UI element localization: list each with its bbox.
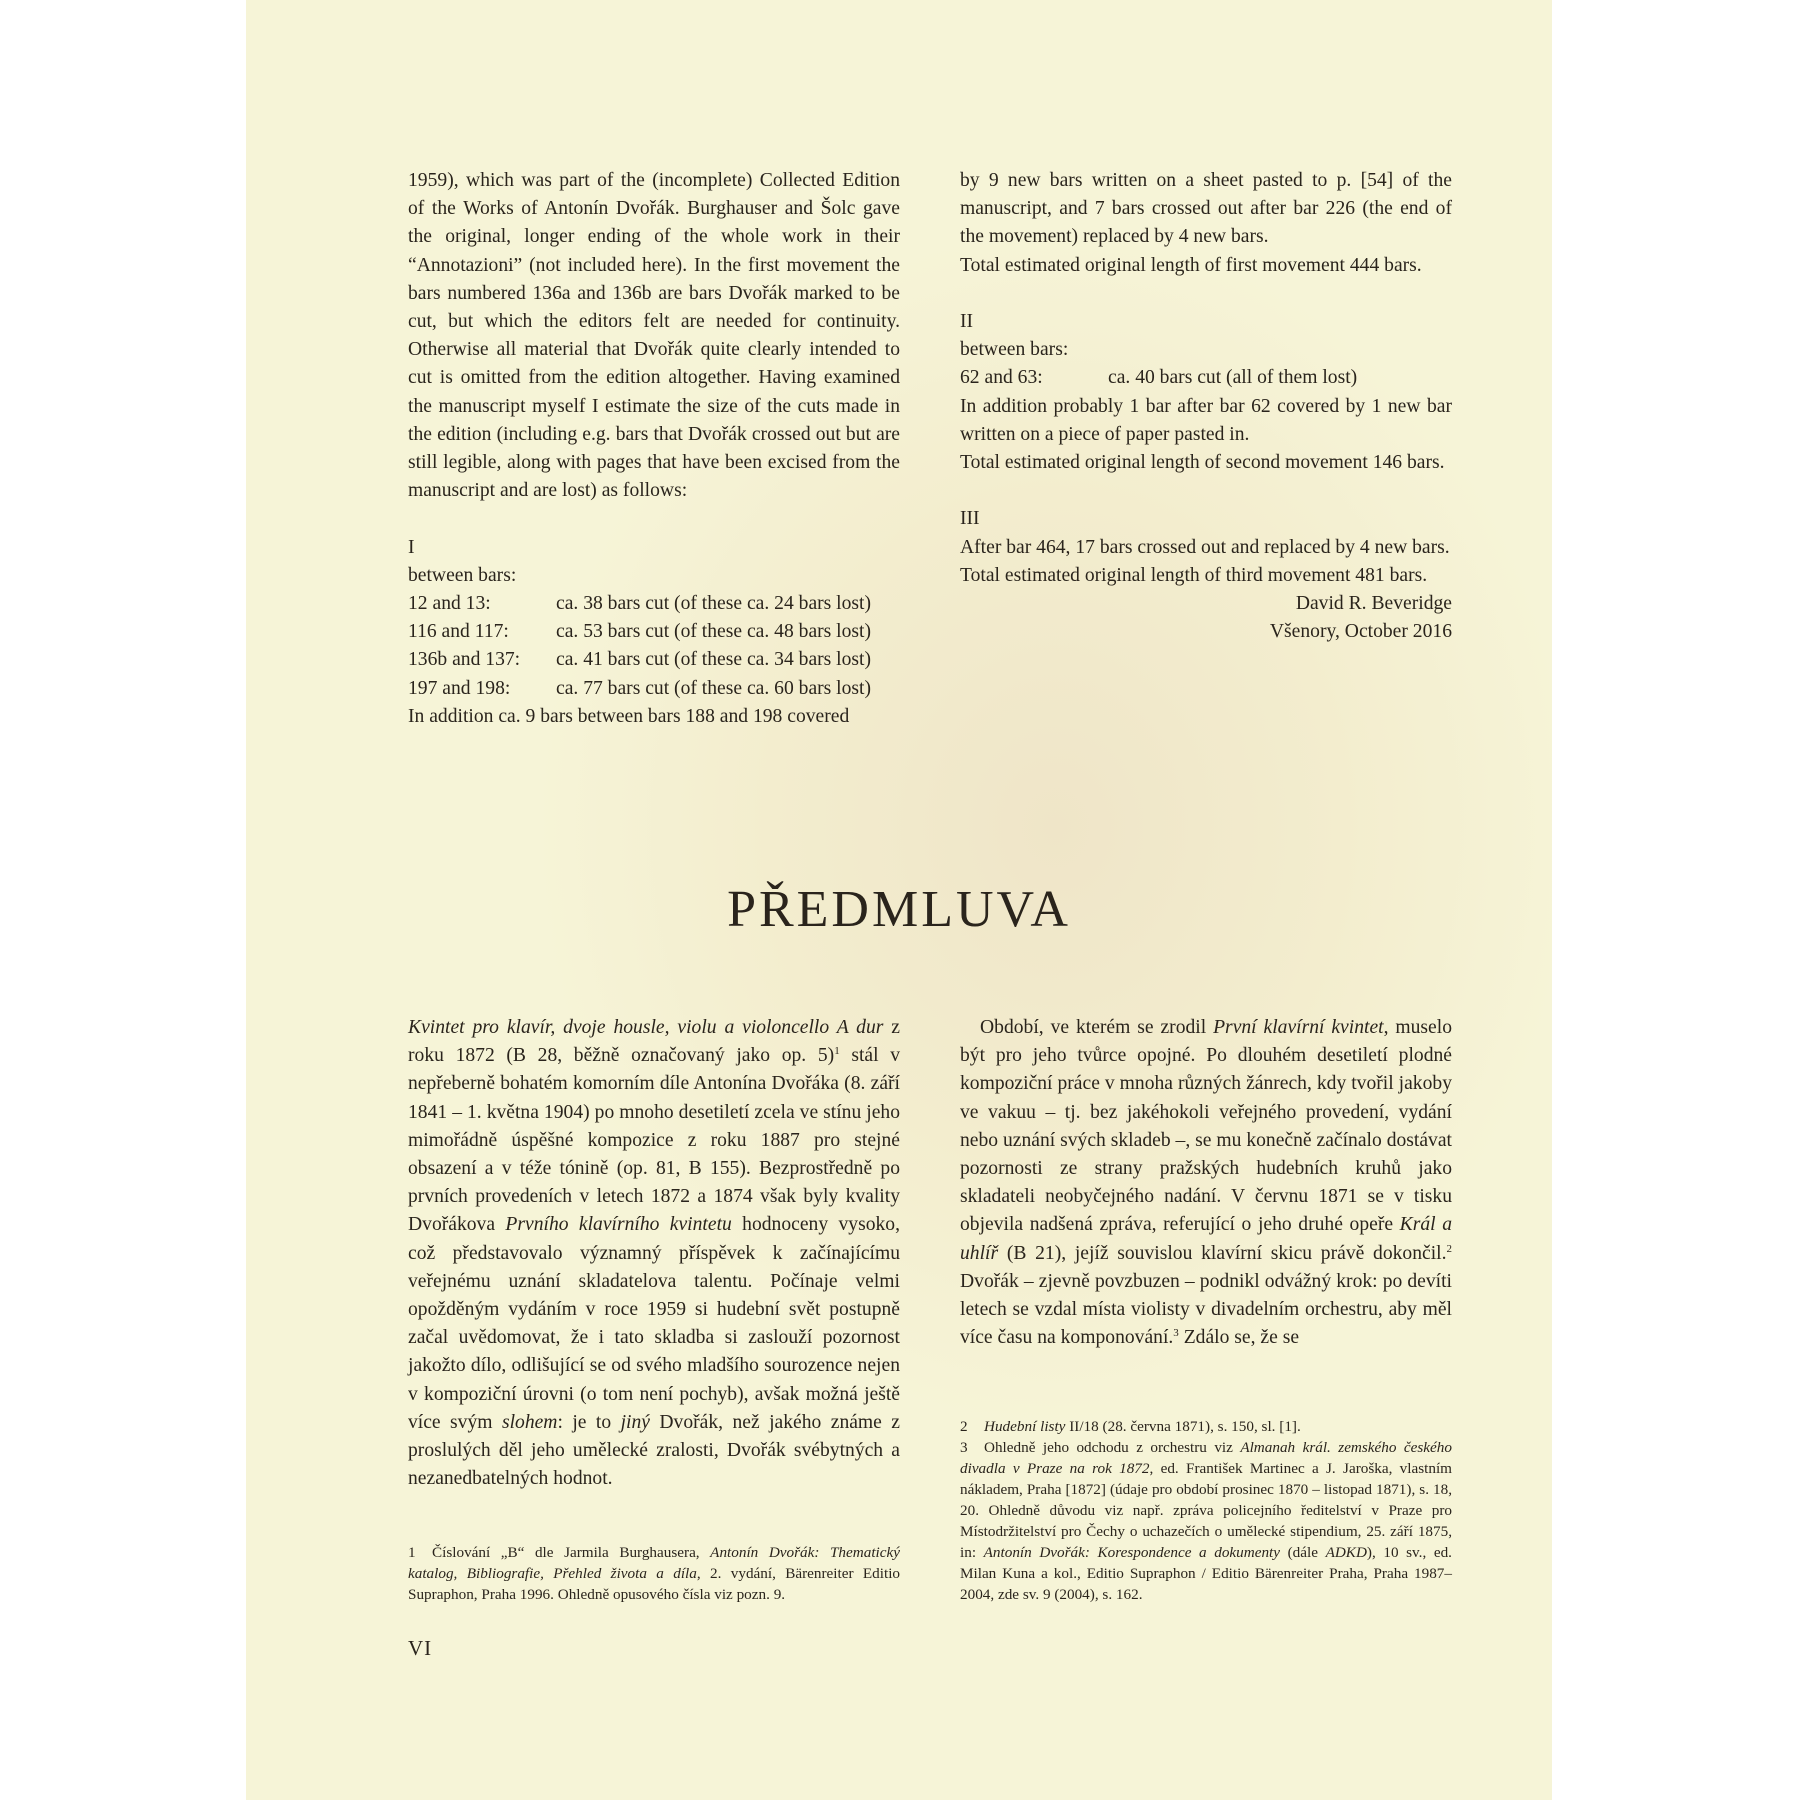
czech-right-column: [960, 1014, 1452, 1352]
cut-row: [408, 675, 900, 703]
italic-run: ADKD: [1325, 1544, 1367, 1561]
italic-run: jiný: [620, 1411, 650, 1433]
cut-bars: 136b and 137:: [408, 649, 521, 671]
signature-name: David R. Beveridge: [1295, 593, 1452, 615]
italic-run: Antonín Dvořák: Thematický katalog, Bibliografie, Přehled života a díla: [408, 1544, 900, 1582]
text-run: hodnoceny vysoko, což představovalo významný příspěvek k začínajícímu veřejnému uznání skladatelova talentu. Počínaje velmi opožděným vydáním v roce 1959 si hudební svět postupně začal uvědomovat, že i tato skladba si zaslouží pozornost jakožto dílo, odlišující se od svého mladšího sourozence nejen v kompoziční úrovni (o tom není pochyb), avšak možná ještě více svým: [408, 1214, 901, 1433]
cut-bars: 12 and 13:: [408, 593, 491, 615]
cut-bars: 197 and 198:: [408, 677, 511, 699]
text-run: : je to: [557, 1411, 621, 1433]
cut-row: [960, 364, 1452, 392]
italic-run: První klavírní kvintet: [1213, 1017, 1384, 1038]
movement-i-addition: In addition ca. 9 bars between bars 188 and 198 covered: [408, 705, 850, 727]
text-run: II/18 (28. června 1871), s. 150, sl. [1].: [1065, 1418, 1301, 1435]
cut-description: ca. 53 bars cut (of these ca. 48 bars lost): [556, 621, 872, 643]
page-number: VI: [408, 1636, 433, 1660]
cut-bars: 62 and 63:: [960, 367, 1043, 389]
movement-ii-heading: II: [960, 311, 974, 332]
footnote-ref: 3: [1173, 1327, 1179, 1340]
text-run: ), 10 sv., ed. Milan Kuna a kol., Editio Supraphon / Editio Bärenreiter Praha, Praha 1987–2004, zde sv. 9 (2004), s. 162.: [960, 1544, 1452, 1603]
footnote-number: 2: [960, 1418, 968, 1435]
czech-paragraph-1: [408, 1014, 900, 1493]
footnote-number: 1: [408, 1544, 416, 1561]
movement-i-heading: I: [408, 536, 415, 558]
work-title-italic: Kvintet pro klavír, dvoje housle, violu a violoncello A dur: [408, 1017, 884, 1038]
italic-run: Hudební listy: [984, 1418, 1066, 1435]
text-run: stál v nepřeberně bohatém komorním díle Antonína Dvořáka (8. září 1841 – 1. května 1904) po mnoho desetiletí zcela ve stínu jeho mimořádně úspěšné kompozice z roku 1887 pro stejné obsazení a v téže tónině (op. 81, B 155). Bezprostředně po prvních provedeních v letech 1872 a 1874 však byly kvality Dvořákova: [408, 1045, 900, 1236]
cut-description: ca. 41 bars cut (of these ca. 34 bars lost): [556, 649, 872, 671]
czech-left-column: [408, 1014, 900, 1493]
text-run: , 2. vydání, Bärenreiter Editio Supraphon, Praha 1996. Ohledně opusového čísla viz pozn. 9.: [408, 1565, 901, 1603]
english-left-column: [408, 167, 900, 731]
footnote-ref: 2: [1446, 1242, 1452, 1255]
score-preface-page: [246, 0, 1552, 1800]
italic-run: Král a uhlíř: [960, 1214, 1452, 1264]
cut-description: ca. 40 bars cut (all of them lost): [1108, 367, 1358, 389]
movement-ii-total: Total estimated original length of second movement 146 bars.: [960, 452, 1445, 474]
italic-run: Antonín Dvořák: Korespondence a dokumenty: [983, 1544, 1281, 1561]
text-run: (B 21), jejíž souvislou klavírní skicu právě dokončil.: [998, 1242, 1447, 1264]
cut-bars: 116 and 117:: [408, 621, 509, 643]
movement-iii-text: After bar 464, 17 bars crossed out and replaced by 4 new bars.: [960, 536, 1450, 558]
footnote-1: [408, 1542, 900, 1605]
text-run: Ohledně jeho odchodu z orchestru viz: [984, 1439, 1241, 1456]
italic-run: Almanah král. zemského českého divadla v Praze na rok 1872: [960, 1439, 1452, 1477]
text-run: Dvořák – zjevně povzbuzen – podnikl odvážný krok: po devíti letech se vzdal místa violisty v divadelním orchestru, aby měl více času na komponování.: [960, 1270, 1452, 1349]
cut-description: ca. 38 bars cut (of these ca. 24 bars lost): [556, 593, 872, 615]
italic-run: Prvního klavírního kvintetu: [505, 1214, 732, 1236]
text-run: (dále: [1280, 1544, 1326, 1561]
footnote-2: [960, 1416, 1452, 1437]
footnote-3: [960, 1437, 1452, 1605]
text-run: Období, ve kterém se zrodil: [980, 1017, 1214, 1038]
cut-row: [408, 618, 900, 646]
movement-iii-heading: III: [960, 508, 980, 530]
english-right-column: [960, 167, 1452, 646]
text-run: , muselo být pro jeho tvůrce opojné. Po dlouhém desetiletí plodné kompoziční práce v mnoha různých žánrech, kdy tvořil jakoby ve vakuu – tj. bez jakéhokoli veřejného provedení, vydání nebo uznání svých skladeb –, se mu konečně začínalo dostávat pozornosti ze strany pražských hudebních kruhů jako skladateli neobyčejného nadání. V červnu 1871 se v tisku objevila nadšená zpráva, referující o jeho druhé opeře: [960, 1017, 1452, 1236]
text-run: z roku 1872 (B 28, běžně označovaný jako op. 5): [408, 1017, 900, 1067]
text-run: , ed. František Martinec a J. Jaroška, vlastním nákladem, Praha [1872] (údaje pro období prosinec 1870 – listopad 1871), s. 18, 20. Ohledně důvodu viz např. zpráva policejního ředitelství v Praze pro Místodržitelství pro Čechy o uchazečích o umělecké stipendium, 25. září 1875, in:: [960, 1460, 1452, 1561]
movement-i-total: Total estimated original length of first movement 444 bars.: [960, 254, 1422, 276]
cut-description: ca. 77 bars cut (of these ca. 60 bars lost): [556, 677, 872, 699]
cut-row: [408, 590, 900, 618]
text-run: Zdálo se, že se: [1178, 1327, 1300, 1349]
between-bars-label: between bars:: [408, 564, 517, 586]
footnote-ref: 1: [834, 1045, 840, 1058]
signature-place-date: Všenory, October 2016: [1269, 621, 1452, 643]
italic-run: slohem: [501, 1411, 558, 1433]
text-run: Číslování „B“ dle Jarmila Burghausera,: [432, 1544, 711, 1561]
movement-ii-addition: In addition probably 1 bar after bar 62 covered by 1 new bar written on a piece of paper pasted in.: [960, 395, 1452, 445]
section-title: PŘEDMLUVA: [727, 881, 1071, 938]
cut-row: [408, 646, 900, 674]
footnote-number: 3: [960, 1439, 968, 1456]
movement-i-continuation: by 9 new bars written on a sheet pasted to p. [54] of the manuscript, and 7 bars crossed out after bar 226 (the end of the movement) replaced by 4 new bars.: [960, 170, 1452, 248]
movement-iii-total: Total estimated original length of third movement 481 bars.: [960, 564, 1428, 586]
czech-paragraph-2: [960, 1014, 1452, 1352]
between-bars-label: between bars:: [960, 339, 1069, 361]
english-intro-paragraph: 1959), which was part of the (incomplete) Collected Edition of the Works of Antonín Dvořák. Burghauser and Šolc gave the original, longer ending of the whole work in their “Annotazioni” (not included here). In the first movement the bars numbered 136a and 136b are bars Dvořák marked to be cut, but which the editors felt are needed for continuity. Otherwise all material that Dvořák quite clearly intended to cut is omitted from the edition altogether. Having examined the manuscript myself I estimate the size of the cuts made in the edition (including e.g. bars that Dvořák crossed out but are still legible, along with pages that have been excised from the manuscript and are lost) as follows:: [408, 170, 900, 502]
text-run: Dvořák, než jakého známe z proslulých děl jeho umělecké zralosti, Dvořák svébytných a nezanedbatelných hodnot.: [408, 1411, 900, 1490]
